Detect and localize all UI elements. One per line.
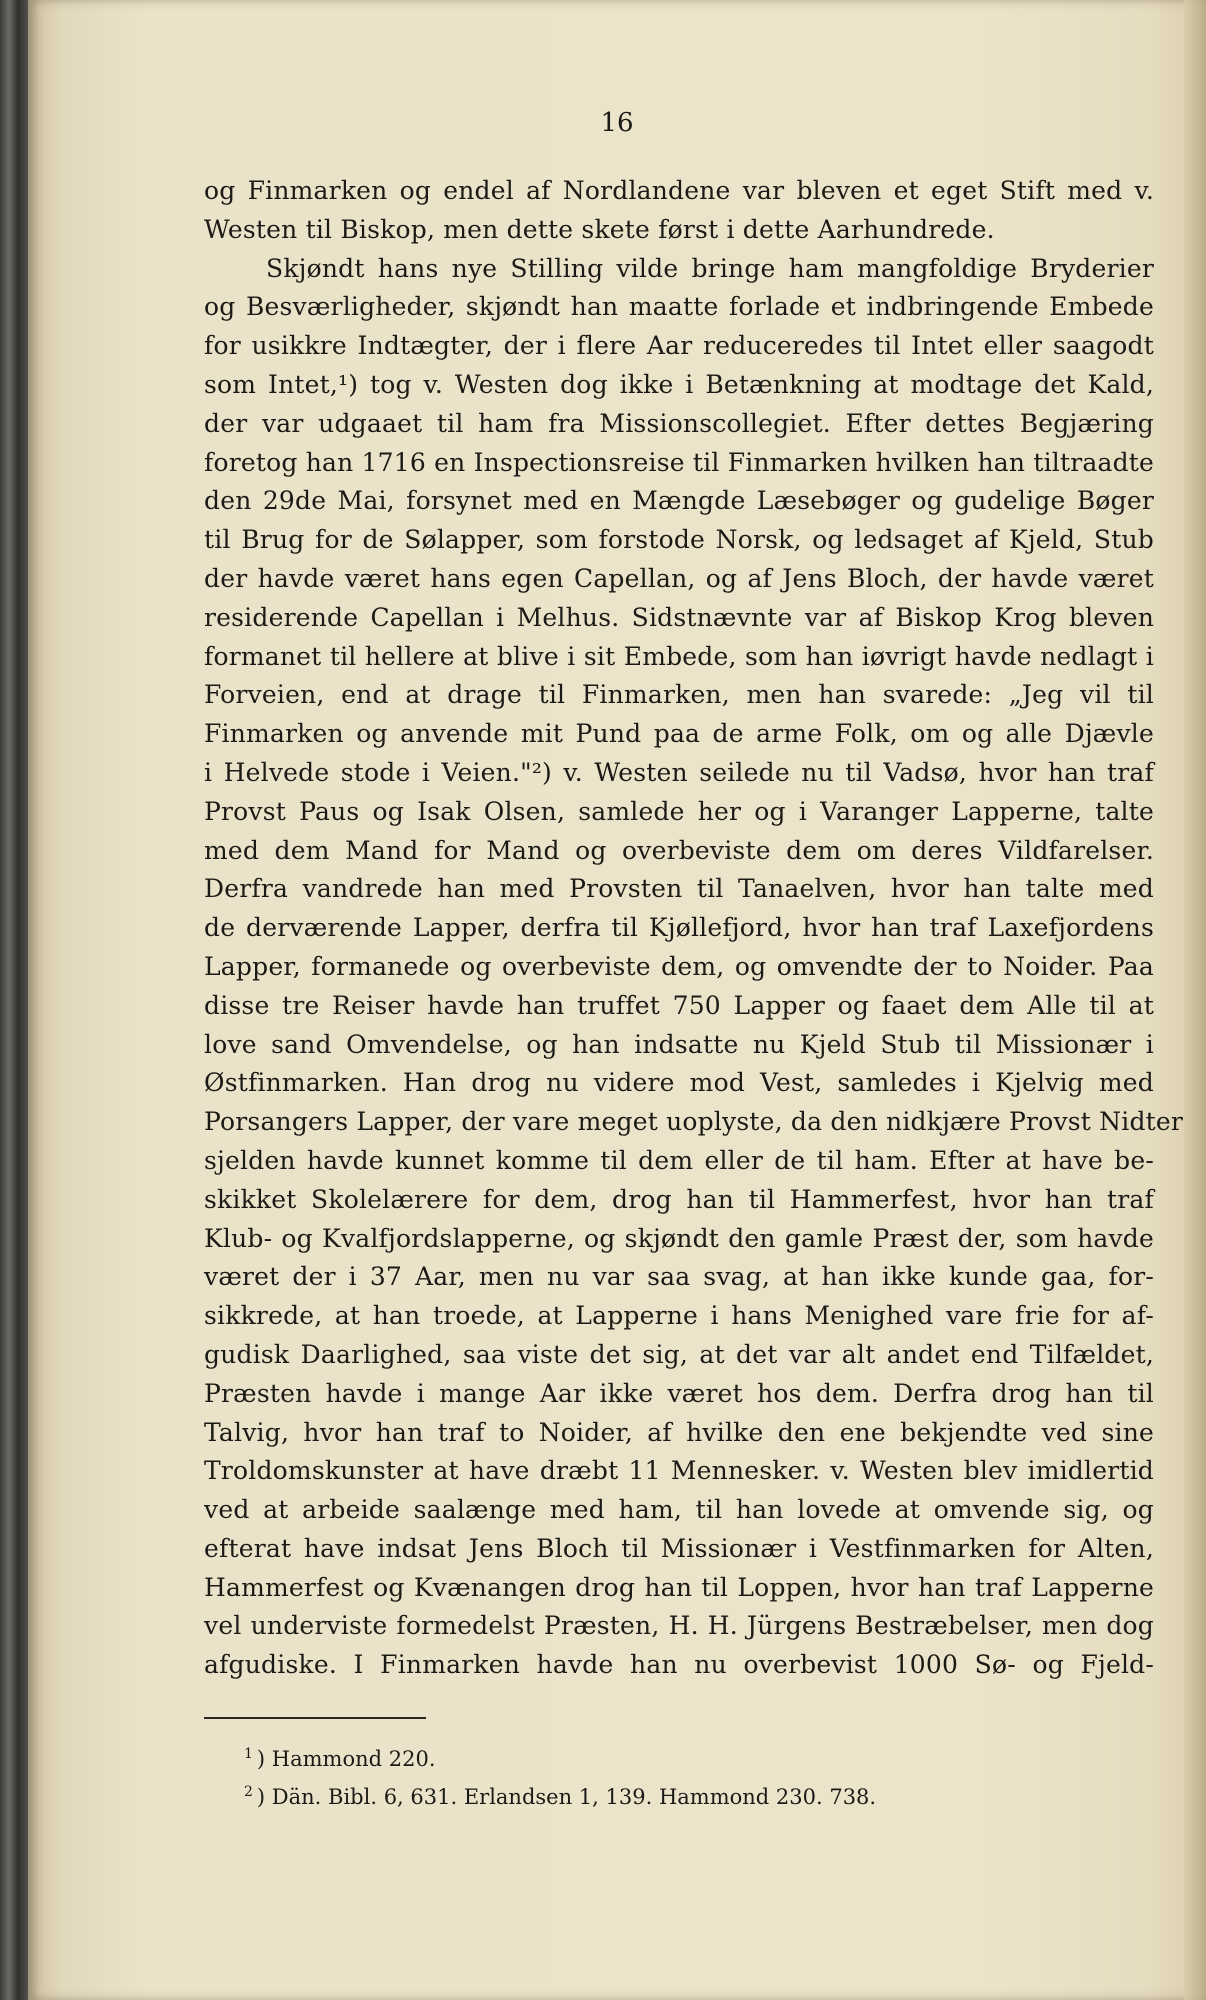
footnote-text: Dän. Bibl. 6, 631. Erlandsen 1, 139. Hammond 230. 738.	[271, 1785, 877, 1809]
footnote-mark: 2	[244, 1784, 253, 1800]
text-line: med dem Mand for Mand og overbeviste dem om deres Vildfarelser.	[204, 835, 1154, 865]
footnote-text: Hammond 220.	[271, 1747, 436, 1771]
footnote: $^2$ ) Dän. Bibl. 6, 631. Erlandsen 1, 139. Hammond 230. 738.	[244, 1784, 877, 1809]
text-line: som Intet,¹) tog v. Westen dog ikke i Betænkning at modtage det Kald,	[204, 369, 1154, 399]
text-line: Lapper, formanede og overbeviste dem, og omvendte der to Noider. Paa	[204, 951, 1154, 981]
text-line: de derværende Lapper, derfra til Kjøllefjord, hvor han traf Laxefjordens	[204, 913, 1154, 943]
body-text	[204, 172, 1184, 1685]
page-number: 16	[600, 108, 634, 138]
text-line: Hammerfest og Kvænangen drog han til Loppen, hvor han traf Lapperne	[204, 1572, 1154, 1602]
text-line: gudisk Daarlighed, saa viste det sig, at det var alt andet end Tilfældet,	[204, 1339, 1154, 1369]
text-line: residerende Capellan i Melhus. Sidstnævnte var af Biskop Krog bleven	[204, 602, 1154, 632]
footnote-mark: 1	[244, 1746, 253, 1762]
text-line: Provst Paus og Isak Olsen, samlede her og i Varanger Lapperne, talte	[204, 796, 1154, 826]
text-line: Derfra vandrede han med Provsten til Tanaelven, hvor han talte med	[204, 874, 1154, 904]
text-line: og Finmarken og endel af Nordlandene var bleven et eget Stift med v.	[204, 176, 1154, 205]
text-line: afgudiske. I Finmarken havde han nu overbevist 1000 Sø- og Fjeld-	[204, 1650, 1154, 1680]
text-line: der havde været hans egen Capellan, og af Jens Bloch, der havde været	[204, 563, 1154, 593]
text-line: Finmarken og anvende mit Pund paa de arme Folk, om og alle Djævle	[204, 719, 1154, 749]
text-line: Østfinmarken. Han drog nu videre mod Vest, samledes i Kjelvig med	[204, 1068, 1154, 1098]
text-line: skikket Skolelærere for dem, drog han til Hammerfest, hvor han traf	[204, 1184, 1154, 1214]
text-line: Talvig, hvor han traf to Noider, af hvilke den ene bekjendte ved sine	[204, 1417, 1154, 1447]
text-line: for usikkre Indtægter, der i flere Aar reduceredes til Intet eller saagodt	[204, 331, 1154, 361]
text-line: Skjøndt hans nye Stilling vilde bringe ham mangfoldige Bryderier	[266, 253, 1154, 283]
text-line: Westen til Biskop, men dette skete først i dette Aarhundrede.	[204, 214, 995, 244]
text-line: Porsangers Lapper, der vare meget uoplyste, da den nidkjære Provst Nidter	[204, 1107, 1184, 1137]
text-line: Klub- og Kvalfjordslapperne, og skjøndt den gamle Præst der, som havde	[204, 1223, 1154, 1253]
text-line: Præsten havde i mange Aar ikke været hos dem. Derfra drog han til	[204, 1378, 1154, 1408]
text-line: Forveien, end at drage til Finmarken, men han svarede: „Jeg vil til	[204, 680, 1154, 710]
text-line: love sand Omvendelse, og han indsatte nu Kjeld Stub til Missionær i	[204, 1029, 1154, 1059]
text-line: formanet til hellere at blive i sit Embede, som han iøvrigt havde nedlagt i	[204, 641, 1154, 671]
text-line: den 29de Mai, forsynet med en Mængde Læsebøger og gudelige Bøger	[204, 486, 1154, 516]
text-line: Troldomskunster at have dræbt 11 Mennesker. v. Westen blev imidlertid	[204, 1456, 1154, 1486]
text-line: vel underviste formedelst Præsten, H. H. Jürgens Bestræbelser, men dog	[204, 1611, 1154, 1641]
footnote-rule	[204, 1717, 426, 1719]
text-line: sikkrede, at han troede, at Lapperne i hans Menighed vare frie for af-	[204, 1301, 1154, 1331]
text-line: til Brug for de Sølapper, som forstode Norsk, og ledsaget af Kjeld, Stub	[204, 525, 1154, 555]
text-line: efterat have indsat Jens Bloch til Missionær i Vestfinmarken for Alten,	[204, 1533, 1154, 1563]
text-line: og Besværligheder, skjøndt han maatte forlade et indbringende Embede	[204, 292, 1154, 322]
book-page	[28, 0, 1206, 2000]
text-line: foretog han 1716 en Inspectionsreise til Finmarken hvilken han tiltraadte	[204, 447, 1155, 477]
text-line: været der i 37 Aar, men nu var saa svag, at han ikke kunde gaa, for-	[204, 1262, 1154, 1292]
text-line: i Helvede stode i Veien."²) v. Westen seilede nu til Vadsø, hvor han traf	[204, 757, 1154, 787]
text-line: ved at arbeide saalænge med ham, til han lovede at omvende sig, og	[204, 1495, 1154, 1525]
page-edge	[1184, 0, 1206, 2000]
text-line: der var udgaaet til ham fra Missionscollegiet. Efter dettes Begjæring	[204, 408, 1154, 438]
footnote: $^1$ ) Hammond 220.	[244, 1746, 436, 1771]
text-line: sjelden havde kunnet komme til dem eller de til ham. Efter at have be-	[204, 1145, 1154, 1175]
text-line: disse tre Reiser havde han truffet 750 Lapper og faaet dem Alle til at	[204, 990, 1154, 1020]
footnotes	[244, 1735, 1144, 1811]
book-binding	[0, 0, 30, 2000]
